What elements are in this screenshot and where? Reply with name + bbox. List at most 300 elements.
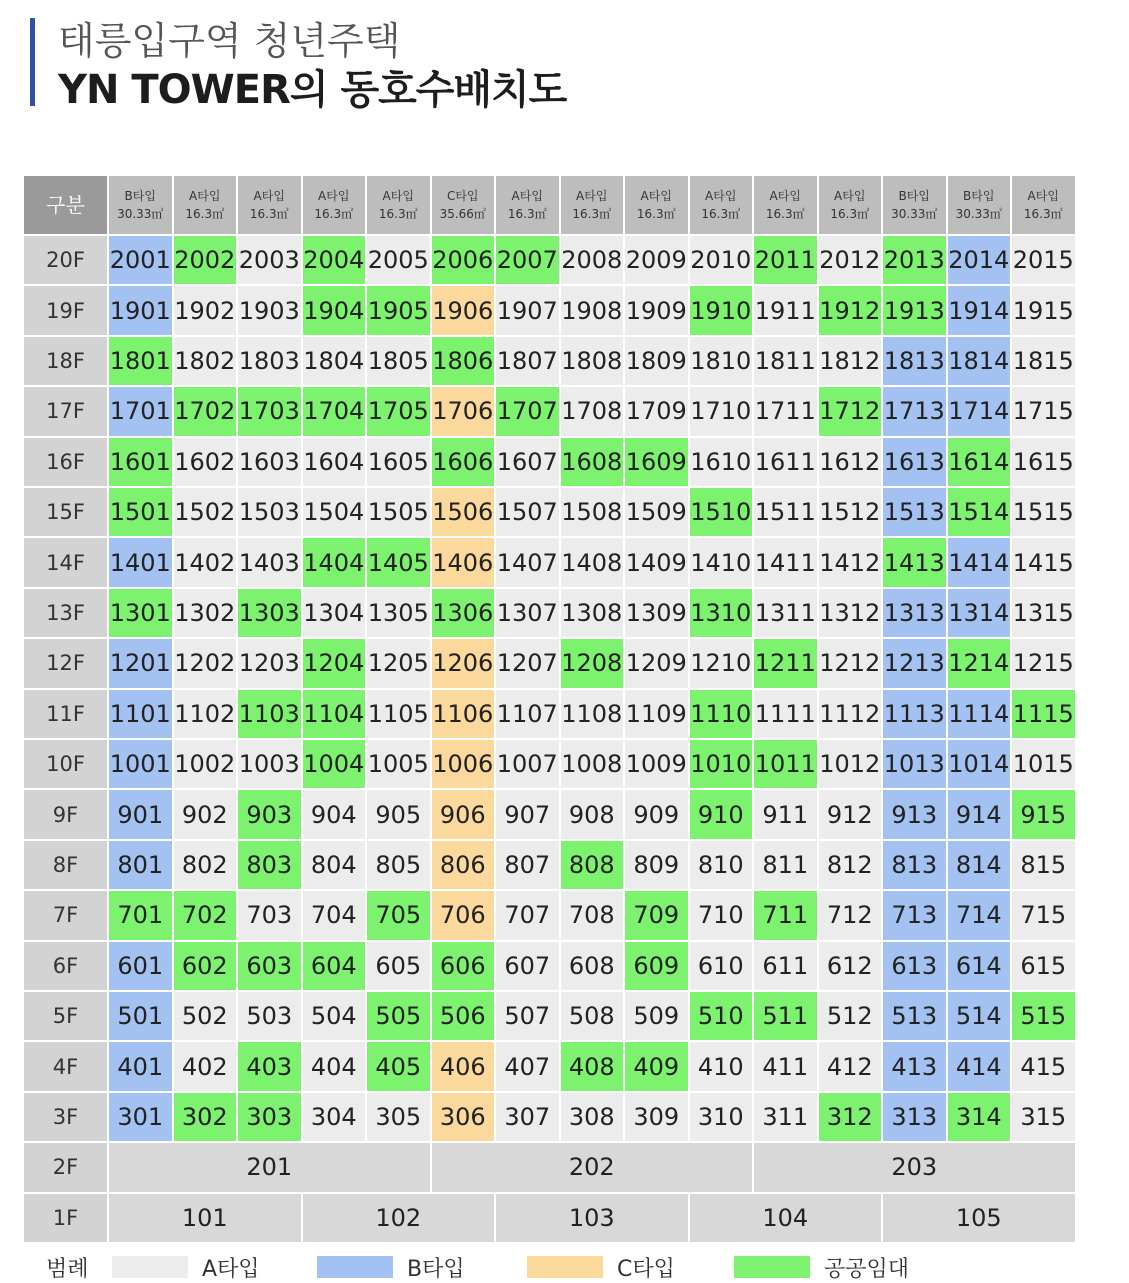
unit-cell: 512	[819, 992, 882, 1040]
floor-label-text: 18F	[46, 348, 85, 373]
column-header	[561, 176, 624, 234]
unit-cell: 2015	[1012, 236, 1075, 284]
legend	[24, 1250, 1104, 1283]
unit-cell: 1505	[367, 488, 430, 536]
column-type: B타입	[898, 189, 930, 203]
unit-cell: 2010	[690, 236, 753, 284]
unit-cell: 1606	[432, 438, 495, 486]
floor-label	[24, 387, 107, 435]
unit-cell: 1103	[238, 690, 301, 738]
unit-cell: 2001	[109, 236, 172, 284]
unit-cell: 2005	[367, 236, 430, 284]
legend-swatch	[527, 1256, 603, 1278]
unit-cell: 1106	[432, 690, 495, 738]
unit-cell: 1209	[625, 639, 688, 687]
unit-cell: 606	[432, 942, 495, 990]
unit-cell: 1708	[561, 387, 624, 435]
unit-cell: 804	[303, 841, 366, 889]
unit-cell: 1005	[367, 740, 430, 788]
unit-cell: 501	[109, 992, 172, 1040]
floor-label-text: 6F	[52, 953, 79, 978]
column-area: 30.33㎡	[891, 207, 938, 221]
column-header	[432, 176, 495, 234]
unit-cell: 1513	[883, 488, 946, 536]
unit-cell: 505	[367, 992, 430, 1040]
unit-cell: 1011	[754, 740, 817, 788]
unit-cell: 810	[690, 841, 753, 889]
unit-cell: 1412	[819, 538, 882, 586]
unit-cell: 1510	[690, 488, 753, 536]
unit-cell: 906	[432, 790, 495, 838]
unit-cell: 613	[883, 942, 946, 990]
unit-cell: 601	[109, 942, 172, 990]
unit-cell: 1006	[432, 740, 495, 788]
unit-cell: 1012	[819, 740, 882, 788]
unit-cell: 1004	[303, 740, 366, 788]
unit-cell: 401	[109, 1042, 172, 1090]
unit-cell: 1506	[432, 488, 495, 536]
unit-cell: 614	[948, 942, 1011, 990]
unit-cell: 711	[754, 891, 817, 939]
unit-cell: 1815	[1012, 337, 1075, 385]
unit-cell: 706	[432, 891, 495, 939]
unit-cell: 905	[367, 790, 430, 838]
unit-cell: 806	[432, 841, 495, 889]
unit-cell: 502	[174, 992, 237, 1040]
floor-label	[24, 337, 107, 385]
unit-cell: 1703	[238, 387, 301, 435]
unit-cell: 1414	[948, 538, 1011, 586]
unit-cell: 1706	[432, 387, 495, 435]
unit-cell: 1014	[948, 740, 1011, 788]
unit-cell: 911	[754, 790, 817, 838]
unit-cell: 1512	[819, 488, 882, 536]
legend-item-label: B타입	[407, 1257, 465, 1282]
unit-cell: 910	[690, 790, 753, 838]
column-type: A타입	[576, 189, 608, 203]
unit-cell: 1206	[432, 639, 495, 687]
unit-cell: 1715	[1012, 387, 1075, 435]
unit-cell: 803	[238, 841, 301, 889]
unit-cell: 1214	[948, 639, 1011, 687]
unit-cell: 1611	[754, 438, 817, 486]
floor-label	[24, 438, 107, 486]
column-type: A타입	[253, 189, 285, 203]
floor-label	[24, 589, 107, 637]
unit-cell: 1308	[561, 589, 624, 637]
unit-cell: 1203	[238, 639, 301, 687]
floor-label-text: 15F	[46, 500, 85, 525]
unit-cell: 1509	[625, 488, 688, 536]
unit-cell: 602	[174, 942, 237, 990]
unit-cell: 1502	[174, 488, 237, 536]
unit-cell: 611	[754, 942, 817, 990]
column-area: 16.3㎡	[572, 207, 612, 221]
unit-cell: 2011	[754, 236, 817, 284]
unit-cell: 1208	[561, 639, 624, 687]
unit-cell: 1514	[948, 488, 1011, 536]
unit-cell: 1805	[367, 337, 430, 385]
unit-cell: 609	[625, 942, 688, 990]
column-type: A타입	[769, 189, 801, 203]
unit-cell: 702	[174, 891, 237, 939]
floor-label-text: 7F	[52, 903, 79, 928]
unit-cell: 1704	[303, 387, 366, 435]
unit-cell: 1807	[496, 337, 559, 385]
unit-cell: 314	[948, 1093, 1011, 1141]
unit-cell: 1613	[883, 438, 946, 486]
unit-cell: 1810	[690, 337, 753, 385]
unit-cell: 1911	[754, 286, 817, 334]
floor-label-text: 2F	[52, 1155, 79, 1180]
column-type: C타입	[446, 189, 479, 203]
unit-layout-table	[24, 176, 1081, 1248]
unit-cell: 1507	[496, 488, 559, 536]
column-header	[367, 176, 430, 234]
unit-cell: 508	[561, 992, 624, 1040]
column-type: A타입	[318, 189, 350, 203]
unit-cell: 1614	[948, 438, 1011, 486]
unit-cell: 1404	[303, 538, 366, 586]
unit-cell: 1007	[496, 740, 559, 788]
unit-cell: 1508	[561, 488, 624, 536]
unit-cell: 1910	[690, 286, 753, 334]
floor-label-text: 3F	[52, 1104, 79, 1129]
unit-cell: 310	[690, 1093, 753, 1141]
unit-cell: 1307	[496, 589, 559, 637]
unit-cell: 701	[109, 891, 172, 939]
unit-cell: 2014	[948, 236, 1011, 284]
unit-cell: 707	[496, 891, 559, 939]
column-type: B타입	[963, 189, 995, 203]
unit-cell: 301	[109, 1093, 172, 1141]
unit-cell: 1111	[754, 690, 817, 738]
header-gubun-label: 구분	[46, 193, 85, 217]
floor-label	[24, 488, 107, 536]
title-accent-bar	[30, 18, 35, 106]
unit-cell: 1604	[303, 438, 366, 486]
unit-cell: 413	[883, 1042, 946, 1090]
unit-cell: 1501	[109, 488, 172, 536]
floor-label-text: 1F	[52, 1205, 79, 1230]
unit-cell: 1707	[496, 387, 559, 435]
unit-cell: 801	[109, 841, 172, 889]
column-area: 35.66㎡	[439, 207, 486, 221]
unit-number: 102	[375, 1203, 422, 1232]
unit-cell: 1402	[174, 538, 237, 586]
unit-cell: 1001	[109, 740, 172, 788]
floor-label	[24, 992, 107, 1040]
unit-cell: 802	[174, 841, 237, 889]
unit-cell: 1415	[1012, 538, 1075, 586]
legend-swatch	[112, 1256, 188, 1278]
unit-cell: 408	[561, 1042, 624, 1090]
unit-cell: 1002	[174, 740, 237, 788]
unit-cell: 1107	[496, 690, 559, 738]
column-area: 16.3㎡	[378, 207, 418, 221]
floor-label-text: 14F	[46, 550, 85, 575]
unit-cell: 914	[948, 790, 1011, 838]
floor-label-text: 12F	[46, 651, 85, 676]
column-area: 30.33㎡	[117, 207, 164, 221]
floor-label	[24, 1042, 107, 1090]
unit-cell: 1405	[367, 538, 430, 586]
column-header	[1012, 176, 1075, 234]
floor-label-text: 19F	[46, 298, 85, 323]
unit-cell: 1010	[690, 740, 753, 788]
unit-cell: 1713	[883, 387, 946, 435]
unit-cell: 1313	[883, 589, 946, 637]
unit-cell: 1211	[754, 639, 817, 687]
unit-cell: 1409	[625, 538, 688, 586]
header-gubun	[24, 176, 107, 234]
unit-cell: 405	[367, 1042, 430, 1090]
unit-cell: 902	[174, 790, 237, 838]
unit-cell: 1403	[238, 538, 301, 586]
unit-cell: 811	[754, 841, 817, 889]
unit-cell: 1603	[238, 438, 301, 486]
unit-number: 105	[955, 1203, 1002, 1232]
unit-cell: 1609	[625, 438, 688, 486]
column-type: A타입	[705, 189, 737, 203]
unit-cell: 2003	[238, 236, 301, 284]
unit-cell: 915	[1012, 790, 1075, 838]
unit-cell: 808	[561, 841, 624, 889]
unit-cell: 1009	[625, 740, 688, 788]
unit-cell: 704	[303, 891, 366, 939]
unit-cell: 713	[883, 891, 946, 939]
unit-cell: 1105	[367, 690, 430, 738]
unit-cell: 1515	[1012, 488, 1075, 536]
column-type: A타입	[834, 189, 866, 203]
column-header	[238, 176, 301, 234]
column-type: A타입	[189, 189, 221, 203]
column-area: 16.3㎡	[1023, 207, 1063, 221]
unit-cell: 2002	[174, 236, 237, 284]
column-header	[496, 176, 559, 234]
unit-cell: 313	[883, 1093, 946, 1141]
unit-cell: 1210	[690, 639, 753, 687]
unit-cell: 509	[625, 992, 688, 1040]
unit-cell: 504	[303, 992, 366, 1040]
floor-label	[24, 942, 107, 990]
unit-cell: 1602	[174, 438, 237, 486]
unit-number: 202	[568, 1153, 615, 1182]
unit-cell: 403	[238, 1042, 301, 1090]
unit-cell: 1814	[948, 337, 1011, 385]
unit-cell-merged	[883, 1194, 1075, 1242]
unit-cell: 1803	[238, 337, 301, 385]
unit-cell: 714	[948, 891, 1011, 939]
unit-cell: 1113	[883, 690, 946, 738]
unit-cell: 1003	[238, 740, 301, 788]
floor-label	[24, 538, 107, 586]
unit-cell: 1312	[819, 589, 882, 637]
unit-cell-merged	[109, 1143, 430, 1191]
unit-cell: 607	[496, 942, 559, 990]
unit-cell: 1311	[754, 589, 817, 637]
unit-cell: 1615	[1012, 438, 1075, 486]
unit-cell: 814	[948, 841, 1011, 889]
unit-cell: 1712	[819, 387, 882, 435]
unit-cell: 510	[690, 992, 753, 1040]
unit-cell-merged	[303, 1194, 495, 1242]
unit-cell: 1401	[109, 538, 172, 586]
unit-cell: 708	[561, 891, 624, 939]
unit-cell: 1215	[1012, 639, 1075, 687]
legend-title: 범례	[46, 1257, 89, 1282]
unit-cell: 901	[109, 790, 172, 838]
unit-cell: 305	[367, 1093, 430, 1141]
unit-cell: 1605	[367, 438, 430, 486]
unit-cell: 1108	[561, 690, 624, 738]
column-header	[883, 176, 946, 234]
floor-label-text: 10F	[46, 752, 85, 777]
floor-label	[24, 286, 107, 334]
column-area: 16.3㎡	[636, 207, 676, 221]
unit-cell: 608	[561, 942, 624, 990]
floor-label	[24, 1093, 107, 1141]
unit-cell: 309	[625, 1093, 688, 1141]
unit-cell: 709	[625, 891, 688, 939]
unit-cell: 1909	[625, 286, 688, 334]
unit-cell: 1711	[754, 387, 817, 435]
legend-item-label: 공공임대	[824, 1257, 910, 1282]
unit-cell: 411	[754, 1042, 817, 1090]
unit-cell: 1904	[303, 286, 366, 334]
unit-cell: 1601	[109, 438, 172, 486]
unit-cell: 903	[238, 790, 301, 838]
unit-cell: 1701	[109, 387, 172, 435]
unit-cell: 1207	[496, 639, 559, 687]
column-header	[754, 176, 817, 234]
unit-cell: 913	[883, 790, 946, 838]
floor-label	[24, 841, 107, 889]
unit-cell: 402	[174, 1042, 237, 1090]
unit-cell: 807	[496, 841, 559, 889]
unit-cell: 1913	[883, 286, 946, 334]
unit-cell: 1912	[819, 286, 882, 334]
unit-cell-merged	[432, 1143, 753, 1191]
unit-cell: 1314	[948, 589, 1011, 637]
unit-cell: 1905	[367, 286, 430, 334]
unit-cell: 307	[496, 1093, 559, 1141]
unit-cell: 1205	[367, 639, 430, 687]
unit-cell: 1813	[883, 337, 946, 385]
floor-label-text: 5F	[52, 1004, 79, 1029]
unit-cell: 304	[303, 1093, 366, 1141]
unit-cell: 1901	[109, 286, 172, 334]
column-type: A타입	[640, 189, 672, 203]
unit-cell: 1015	[1012, 740, 1075, 788]
unit-cell: 410	[690, 1042, 753, 1090]
column-type: A타입	[382, 189, 414, 203]
unit-cell: 1201	[109, 639, 172, 687]
unit-cell: 1407	[496, 538, 559, 586]
unit-cell-merged	[690, 1194, 882, 1242]
column-area: 16.3㎡	[314, 207, 354, 221]
unit-cell: 308	[561, 1093, 624, 1141]
unit-cell: 1309	[625, 589, 688, 637]
floor-label-text: 13F	[46, 600, 85, 625]
column-header	[948, 176, 1011, 234]
unit-cell: 1204	[303, 639, 366, 687]
unit-cell: 511	[754, 992, 817, 1040]
unit-cell: 1504	[303, 488, 366, 536]
floor-label-text: 17F	[46, 399, 85, 424]
unit-cell: 1802	[174, 337, 237, 385]
column-header	[819, 176, 882, 234]
legend-item-label: C타입	[617, 1257, 675, 1282]
unit-cell: 1806	[432, 337, 495, 385]
unit-cell: 2008	[561, 236, 624, 284]
unit-cell: 303	[238, 1093, 301, 1141]
unit-cell: 1101	[109, 690, 172, 738]
unit-cell: 1109	[625, 690, 688, 738]
unit-cell: 1511	[754, 488, 817, 536]
unit-cell: 1907	[496, 286, 559, 334]
unit-cell: 1809	[625, 337, 688, 385]
column-header	[174, 176, 237, 234]
column-type: A타입	[511, 189, 543, 203]
unit-cell: 912	[819, 790, 882, 838]
unit-cell: 1612	[819, 438, 882, 486]
unit-cell: 1413	[883, 538, 946, 586]
unit-cell: 603	[238, 942, 301, 990]
unit-cell: 812	[819, 841, 882, 889]
column-header	[625, 176, 688, 234]
column-header	[303, 176, 366, 234]
unit-cell: 514	[948, 992, 1011, 1040]
unit-cell: 1902	[174, 286, 237, 334]
unit-cell: 703	[238, 891, 301, 939]
unit-number: 103	[568, 1203, 615, 1232]
unit-cell: 1013	[883, 740, 946, 788]
floor-label-text: 20F	[46, 248, 85, 273]
unit-cell: 1410	[690, 538, 753, 586]
unit-cell: 605	[367, 942, 430, 990]
unit-cell: 610	[690, 942, 753, 990]
unit-cell: 1908	[561, 286, 624, 334]
unit-cell: 1812	[819, 337, 882, 385]
unit-cell: 1915	[1012, 286, 1075, 334]
unit-number: 101	[181, 1203, 228, 1232]
unit-cell: 1608	[561, 438, 624, 486]
unit-cell: 612	[819, 942, 882, 990]
unit-cell: 809	[625, 841, 688, 889]
unit-cell: 1811	[754, 337, 817, 385]
unit-cell: 1212	[819, 639, 882, 687]
floor-label	[24, 740, 107, 788]
unit-cell: 404	[303, 1042, 366, 1090]
unit-cell: 1503	[238, 488, 301, 536]
unit-cell: 1303	[238, 589, 301, 637]
unit-cell: 503	[238, 992, 301, 1040]
unit-cell: 1808	[561, 337, 624, 385]
unit-cell: 1104	[303, 690, 366, 738]
column-header	[109, 176, 172, 234]
column-area: 16.3㎡	[507, 207, 547, 221]
unit-cell: 1804	[303, 337, 366, 385]
unit-cell: 907	[496, 790, 559, 838]
page-title: YN TOWER의 동호수배치도	[58, 67, 567, 113]
floor-label-text: 11F	[46, 701, 85, 726]
unit-cell: 805	[367, 841, 430, 889]
unit-cell: 1801	[109, 337, 172, 385]
unit-cell: 306	[432, 1093, 495, 1141]
floor-label	[24, 891, 107, 939]
unit-cell: 1310	[690, 589, 753, 637]
